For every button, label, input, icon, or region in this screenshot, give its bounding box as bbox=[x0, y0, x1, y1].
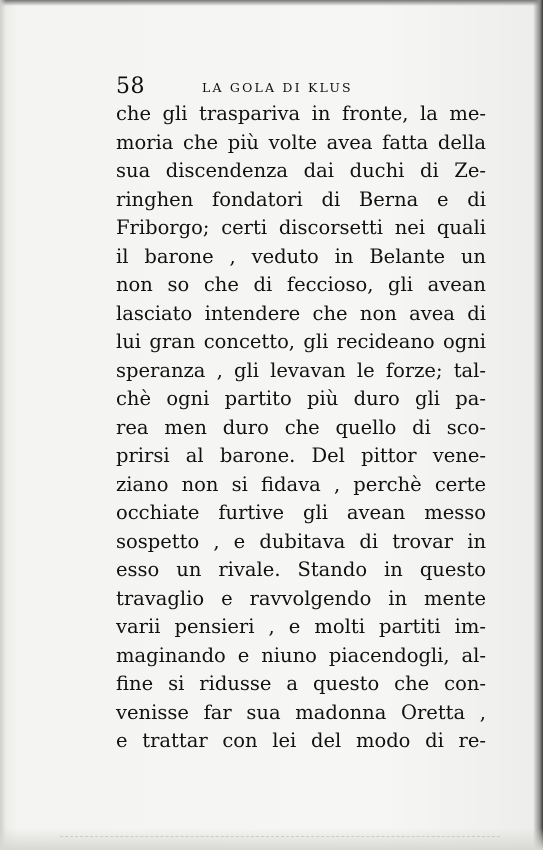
text-line: speranza , gli levavan le forze; tal- bbox=[116, 358, 486, 382]
text-line: travaglio e ravvolgendo in mente bbox=[116, 586, 486, 610]
page-right-edge-shadow bbox=[533, 0, 543, 850]
text-line: venisse far sua madonna Oretta , bbox=[116, 700, 486, 724]
body-text bbox=[116, 100, 486, 752]
page-header bbox=[116, 72, 486, 102]
page-number: 58 bbox=[116, 74, 145, 99]
text-line: sospetto , e dubitava di trovar in bbox=[116, 529, 486, 553]
text-line: Friborgo; certi discorsetti nei quali bbox=[116, 216, 486, 239]
page-bottom-edge bbox=[0, 828, 543, 850]
text-line: moria che più volte avea fatta della bbox=[116, 130, 486, 154]
text-line: chè ogni partito più duro gli pa- bbox=[116, 387, 486, 410]
page-bottom-fibers bbox=[60, 836, 500, 838]
text-line: prirsi al barone. Del pittor vene- bbox=[116, 444, 486, 467]
text-line: lui gran concetto, gli recideano ogni bbox=[116, 330, 486, 353]
text-line: e trattar con lei del modo di re- bbox=[116, 729, 486, 752]
text-line: ringhen fondatori di Berna e di bbox=[116, 187, 486, 211]
text-line: fine si ridusse a questo che con- bbox=[116, 672, 486, 695]
text-line: occhiate furtive gli avean messo bbox=[116, 501, 486, 524]
text-line: esso un rivale. Stando in questo bbox=[116, 558, 486, 581]
running-title: LA GOLA DI KLUS bbox=[202, 80, 353, 95]
text-line: sua discendenza dai duchi di Ze- bbox=[116, 159, 486, 182]
text-line: varii pensieri , e molti partiti im- bbox=[116, 615, 486, 638]
page-left-edge-shadow bbox=[0, 0, 6, 850]
text-line: rea men duro che quello di sco- bbox=[116, 415, 486, 439]
text-line: il barone , veduto in Belante un bbox=[116, 244, 486, 268]
text-line: maginando e niuno piacendogli, al- bbox=[116, 643, 486, 667]
text-line: lasciato intendere che non avea di bbox=[116, 301, 486, 325]
text-line: non so che di feccioso, gli avean bbox=[116, 273, 486, 296]
page-top-edge-shadow bbox=[0, 0, 543, 6]
text-line: che gli traspariva in fronte, la me- bbox=[116, 102, 486, 125]
text-line: ziano non si fidava , perchè certe bbox=[116, 472, 486, 496]
